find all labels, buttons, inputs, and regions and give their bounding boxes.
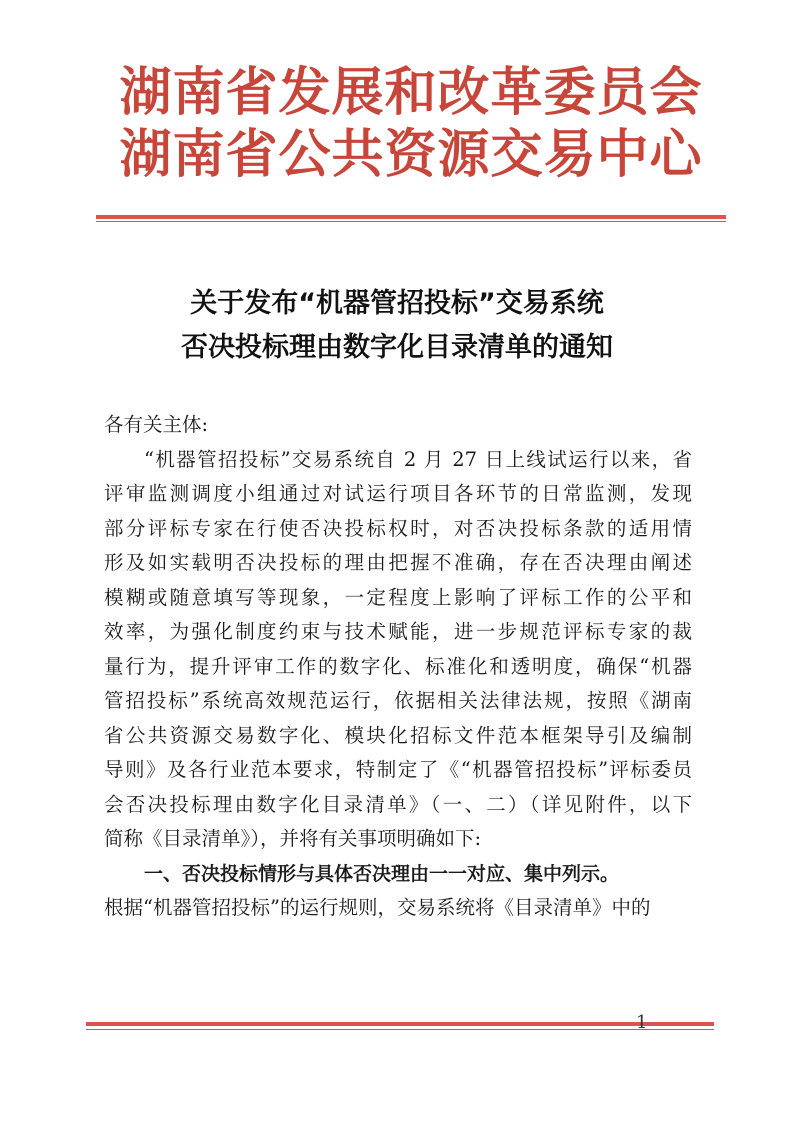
paragraph-line: “机器管招投标”交易系统自 2 月 27 日上线试运行以来，省 [144,447,692,471]
paragraph-line: 管招投标”系统高效规范运行，依据相关法律法规，按照《湖南 [104,689,692,712]
paragraph-line: 会否决投标理由数字化目录清单》（一、二）（详见附件，以下 [104,792,692,816]
paragraph-line: 省公共资源交易数字化、模块化招标文件范本框架导引及编制 [104,723,692,747]
header-red-rule-thin [96,221,726,222]
document-header [96,62,726,186]
paragraph-line: 导则》及各行业范本要求，特制定了《“机器管招投标”评标委员 [104,758,692,781]
paragraph-line: 模糊或随意填写等现象，一定程度上影响了评标工作的公平和 [104,585,692,609]
paragraph-line: 评审监测调度小组通过对试运行项目各环节的日常监测，发现 [104,482,692,505]
notice-body [104,408,692,926]
notice-title [100,282,694,370]
page-number: 1 [636,1012,648,1033]
paragraph-1 [104,443,692,857]
title-line-2: 否决投标理由数字化目录清单的通知 [181,332,613,363]
issuer-line-2: 湖南省公共资源交易中心 [119,125,703,185]
footer-red-rule [86,1022,714,1026]
paragraph-line: 部分评标专家在行使否决投标权时，对否决投标条款的适用情 [104,516,692,540]
paragraph-2-line: 根据“机器管招投标”的运行规则，交易系统将《目录清单》中的 [104,896,651,919]
title-line-1: 关于发布“机器管招投标”交易系统 [190,288,604,319]
issuer-line-1: 湖南省发展和改革委员会 [119,63,703,123]
paragraph-line: 量行为，提升评审工作的数字化、标准化和透明度，确保“机器 [104,654,692,678]
paragraph-line: 简称《目录清单》），并将有关事项明确如下: [104,827,482,850]
paragraph-line: 效率，为强化制度约束与技术赋能，进一步规范评标专家的裁 [104,620,692,643]
paragraph-line: 形及如实载明否决投标的理由把握不准确，存在否决理由阐述 [104,551,692,574]
salutation: 各有关主体: [104,413,209,436]
footer-red-rule-thin [86,1029,714,1030]
header-red-rule [96,215,726,219]
section-1-heading: 一、否决投标情形与具体否决理由一一对应、集中列示。 [144,862,620,885]
